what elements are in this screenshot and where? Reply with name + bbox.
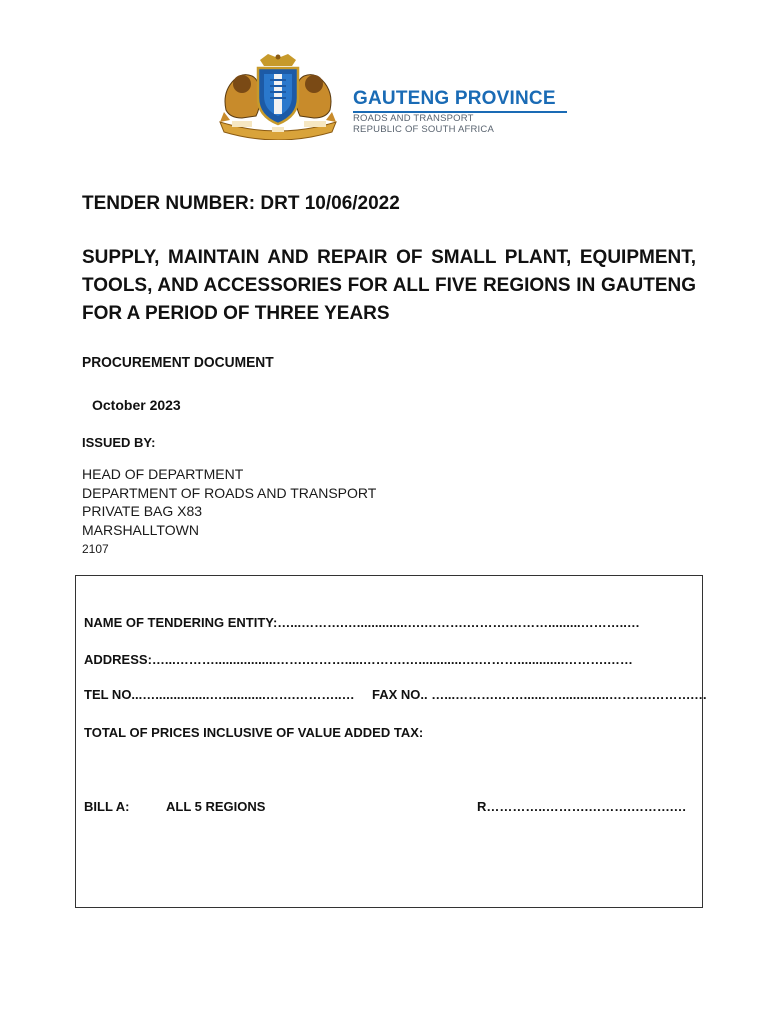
- issuer-department: DEPARTMENT OF ROADS AND TRANSPORT: [82, 485, 377, 501]
- bill-a-amount-field[interactable]: R…………..……….……….……….…: [477, 799, 687, 814]
- issued-by-label: ISSUED BY:: [82, 435, 156, 450]
- issuer-city: MARSHALLTOWN: [82, 522, 199, 538]
- logo-subtitle-department: ROADS AND TRANSPORT: [353, 113, 474, 124]
- tender-number: TENDER NUMBER: DRT 10/06/2022: [82, 193, 400, 214]
- issuer-private-bag: PRIVATE BAG X83: [82, 503, 203, 519]
- issuer-title: HEAD OF DEPARTMENT: [82, 466, 244, 482]
- document-date: October 2023: [92, 397, 181, 413]
- department-logo: [212, 52, 584, 144]
- tenderer-details-form: [75, 575, 708, 908]
- gauteng-coat-of-arms-icon: [212, 52, 344, 140]
- total-prices-label: TOTAL OF PRICES INCLUSIVE OF VALUE ADDED TAX:: [84, 725, 424, 740]
- document-type: PROCUREMENT DOCUMENT: [82, 354, 274, 371]
- issuer-postcode: 2107: [82, 542, 109, 556]
- tender-title: SUPPLY, MAINTAIN AND REPAIR OF SMALL PLANT, EQUIPMENT, TOOLS, AND ACCESSORIES FOR ALL FIVE REGIONS IN GAUTENG FOR A PERIOD OF THREE YEARS: [82, 247, 696, 324]
- bill-a-label: BILL A:: [84, 799, 130, 814]
- address-field[interactable]: ADDRESS:…...……….................…….……….....……….…............….……….............……….……: [84, 652, 633, 667]
- tendering-entity-field[interactable]: NAME OF TENDERING ENTITY:…...……….…..............….……….……….……….........………..…: [84, 615, 640, 630]
- logo-subtitle-country: REPUBLIC OF SOUTH AFRICA: [353, 124, 494, 135]
- logo-title: GAUTENG PROVINCE: [353, 88, 556, 109]
- bill-a-regions: ALL 5 REGIONS: [166, 799, 266, 814]
- tel-no-field[interactable]: TEL NO...…...............…............…….………..…: [84, 687, 355, 702]
- fax-no-field[interactable]: FAX NO.. …...……….……......…..............……….……….…: [372, 687, 708, 702]
